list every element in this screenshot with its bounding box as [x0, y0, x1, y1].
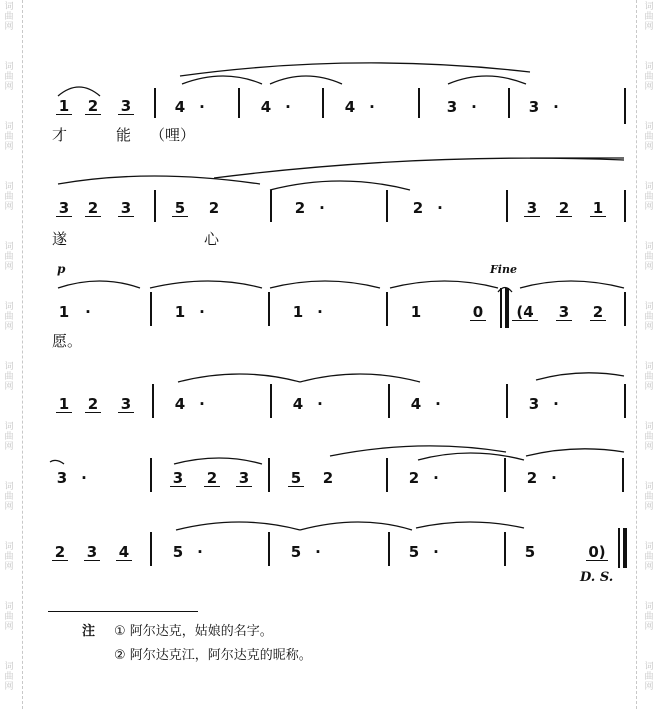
watermark: 词曲网: [644, 482, 654, 512]
watermark: 词曲网: [4, 2, 14, 32]
note: 1: [58, 303, 70, 321]
note: 5: [288, 470, 304, 487]
watermark: 词曲网: [644, 542, 654, 572]
note: 1: [292, 303, 304, 321]
note: 0: [470, 304, 486, 321]
note: 5: [524, 543, 536, 561]
barline: [322, 88, 324, 118]
lyric: 心: [204, 230, 220, 248]
watermark: 词曲网: [4, 602, 14, 632]
watermark: 词曲网: [644, 122, 654, 152]
lyric: 能: [116, 126, 132, 144]
note: ·: [85, 303, 91, 321]
note: ·: [433, 469, 439, 487]
note: 5: [172, 543, 184, 561]
barline: [504, 532, 506, 566]
barline: [270, 384, 272, 418]
note: 3: [556, 304, 572, 321]
barline: [268, 292, 270, 326]
note: ·: [199, 303, 205, 321]
note: 1: [56, 98, 72, 115]
note: 2: [590, 304, 606, 321]
barline: [150, 532, 152, 566]
note: 3: [118, 396, 134, 413]
barline: [270, 190, 272, 222]
footnote-item: ② 阿尔达克江，阿尔达克的昵称。: [114, 648, 312, 663]
note: 2: [526, 469, 538, 487]
watermark: 词曲网: [4, 62, 14, 92]
note: ·: [317, 303, 323, 321]
note: 2: [208, 199, 220, 217]
note: ·: [197, 543, 203, 561]
note: ·: [319, 199, 325, 217]
note: 3: [528, 98, 540, 116]
note: 4: [344, 98, 356, 116]
barline: [500, 288, 502, 328]
note: 1: [590, 200, 606, 217]
note: 1: [410, 303, 422, 321]
note: 4: [292, 395, 304, 413]
watermark: 词曲网: [4, 422, 14, 452]
barline: [418, 88, 420, 118]
barline: [388, 384, 390, 418]
note: 3: [446, 98, 458, 116]
watermark: 词曲网: [4, 242, 14, 272]
watermark: 词曲网: [4, 122, 14, 152]
barline: [505, 288, 509, 328]
footnote-item: ① 阿尔达克，姑娘的名字。: [114, 624, 273, 639]
barline: [154, 190, 156, 222]
lyric: 才: [52, 126, 68, 144]
note: 3: [56, 200, 72, 217]
note: ·: [369, 98, 375, 116]
barline: [388, 532, 390, 566]
note: 2: [408, 469, 420, 487]
watermark: 词曲网: [4, 362, 14, 392]
note: 2: [556, 200, 572, 217]
footnote-label: 注: [82, 624, 96, 639]
watermark: 词曲网: [4, 302, 14, 332]
note: 2: [412, 199, 424, 217]
note: 4: [260, 98, 272, 116]
note: 5: [172, 200, 188, 217]
note: 1: [56, 396, 72, 413]
fine-mark: Fine: [490, 263, 517, 276]
barline: [386, 292, 388, 326]
note: ·: [285, 98, 291, 116]
note: ·: [471, 98, 477, 116]
note: 3: [84, 544, 100, 561]
watermark: 词曲网: [644, 242, 654, 272]
note: 0): [586, 544, 608, 561]
barline: [268, 532, 270, 566]
footnote-rule: [48, 611, 198, 612]
note: 3: [528, 395, 540, 413]
note: 4: [174, 395, 186, 413]
note: (4: [512, 304, 538, 321]
note: ·: [199, 395, 205, 413]
watermark: 词曲网: [4, 182, 14, 212]
note: ·: [553, 98, 559, 116]
note: 3: [56, 469, 68, 487]
dynamic-mark: p: [57, 262, 66, 276]
barline: [504, 458, 506, 492]
note: 4: [410, 395, 422, 413]
note: ·: [437, 199, 443, 217]
note: 2: [85, 98, 101, 115]
barline: [506, 384, 508, 418]
barline: [624, 292, 626, 326]
barline: [386, 190, 388, 222]
note: 2: [52, 544, 68, 561]
barline: [150, 458, 152, 492]
barline: [622, 458, 624, 492]
watermark: 词曲网: [4, 542, 14, 572]
note: ·: [551, 469, 557, 487]
watermark: 词曲网: [644, 62, 654, 92]
barline: [386, 458, 388, 492]
note: 5: [290, 543, 302, 561]
barline: [238, 88, 240, 118]
lyric: 愿。: [52, 332, 83, 350]
watermark: 词曲网: [644, 602, 654, 632]
watermark: 词曲网: [644, 302, 654, 332]
note: ·: [317, 395, 323, 413]
watermark: 词曲网: [644, 422, 654, 452]
note: 1: [174, 303, 186, 321]
note: ·: [553, 395, 559, 413]
barline: [623, 528, 627, 568]
watermark: 词曲网: [644, 362, 654, 392]
note: 3: [118, 98, 134, 115]
watermark: 词曲网: [644, 2, 654, 32]
note: 3: [118, 200, 134, 217]
barline: [268, 458, 270, 492]
note: ·: [315, 543, 321, 561]
watermark: 词曲网: [4, 482, 14, 512]
barline: [624, 88, 626, 124]
note: ·: [433, 543, 439, 561]
note: 4: [116, 544, 132, 561]
note: 5: [408, 543, 420, 561]
note: ·: [435, 395, 441, 413]
barline: [506, 190, 508, 222]
barline: [508, 88, 510, 118]
note: ·: [81, 469, 87, 487]
note: 3: [170, 470, 186, 487]
lyric: （哩）: [150, 126, 196, 144]
note: 4: [174, 98, 186, 116]
note: 2: [85, 396, 101, 413]
barline: [154, 88, 156, 118]
watermark: 词曲网: [4, 662, 14, 692]
barline: [624, 190, 626, 222]
note: 3: [236, 470, 252, 487]
watermark: 词曲网: [644, 662, 654, 692]
note: 2: [85, 200, 101, 217]
barline: [624, 384, 626, 418]
da-segno-mark: D. S.: [580, 570, 614, 585]
barline: [152, 384, 154, 418]
lyric: 遂: [52, 230, 68, 248]
note: 2: [294, 199, 306, 217]
note: 2: [322, 469, 334, 487]
note: 3: [524, 200, 540, 217]
note: ·: [199, 98, 205, 116]
note: 2: [204, 470, 220, 487]
barline: [150, 292, 152, 326]
watermark: 词曲网: [644, 182, 654, 212]
barline: [618, 528, 620, 568]
